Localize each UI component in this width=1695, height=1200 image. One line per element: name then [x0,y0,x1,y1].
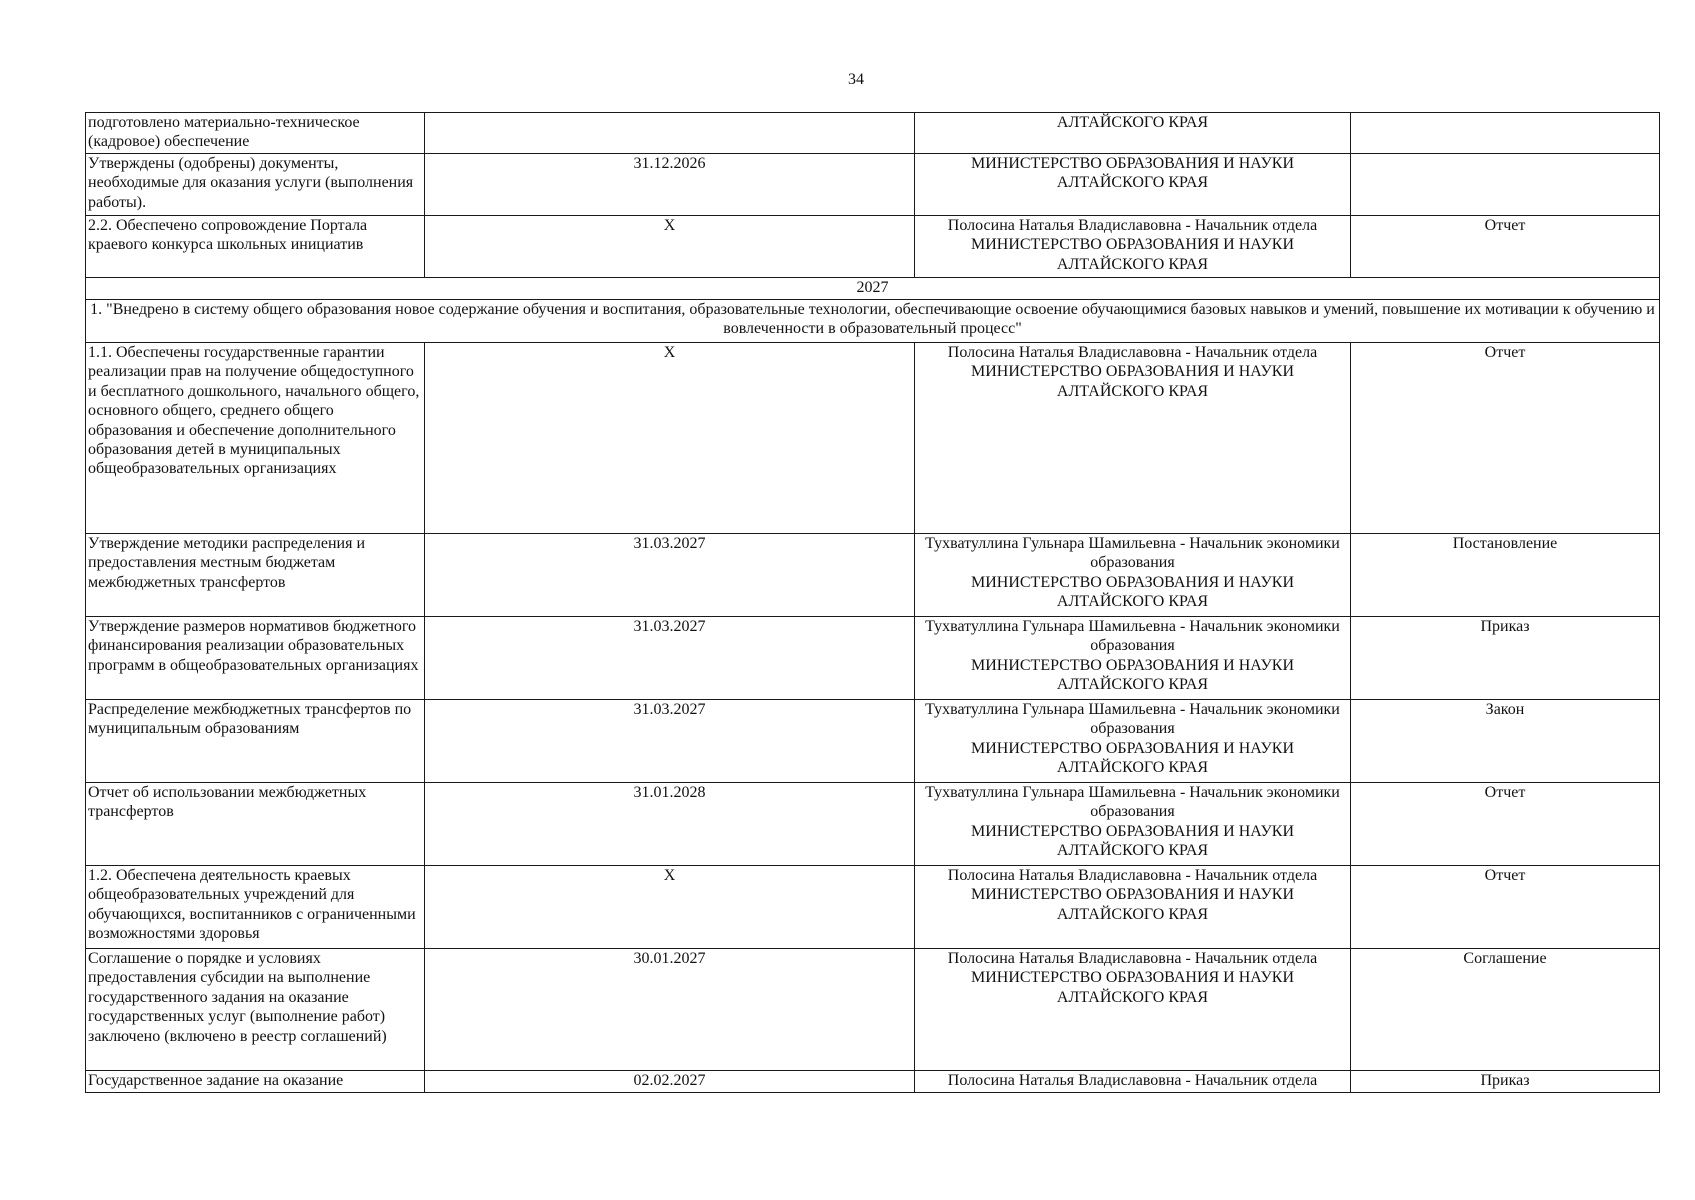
responsible-ministry: АЛТАЙСКОГО КРАЯ [1056,114,1209,131]
responsible-ministry: МИНИСТЕРСТВО ОБРАЗОВАНИЯ И НАУКИ АЛТАЙСКОГО КРАЯ [970,155,1294,192]
deadline-cell: 31.01.2028 [425,783,915,866]
deadline-cell: X [425,343,915,534]
responsible-cell [915,113,1351,154]
activity-cell: Утверждение методики распределения и предоставления местным бюджетам межбюджетных трансфертов [86,534,425,617]
activity-cell: 2.2. Обеспечено сопровождение Портала краевого конкурса школьных инициатив [86,216,425,278]
responsible-cell [915,949,1351,1071]
table-rows-before [86,113,1660,278]
deadline-cell: 31.12.2026 [425,154,915,216]
table-row [86,113,1660,154]
table-row [86,343,1660,534]
responsible-cell [915,1071,1351,1093]
document-type-cell: Закон [1351,700,1660,783]
activity-cell: Распределение межбюджетных трансфертов по муниципальным образованиям [86,700,425,783]
document-type-cell: Постановление [1351,534,1660,617]
responsible-ministry: МИНИСТЕРСТВО ОБРАЗОВАНИЯ И НАУКИ АЛТАЙСКОГО КРАЯ [970,886,1294,923]
year-group [86,278,1660,343]
responsible-person: Тухватуллина Гульнара Шамильевна - Начальник экономики образования [925,535,1340,572]
activity-cell: Соглашение о порядке и условиях предоставления субсидии на выполнение государственного задания на оказание государственных услуг (выполнение работ) заключено (включено в реестр соглашений) [86,949,425,1071]
document-type-cell: Отчет [1351,783,1660,866]
activity-cell: Утверждены (одобрены) документы, необходимые для оказания услуги (выполнения работы). [86,154,425,216]
document-type-cell: Отчет [1351,216,1660,278]
table-row [86,866,1660,949]
year-row [86,278,1660,300]
activity-cell: Отчет об использовании межбюджетных трансфертов [86,783,425,866]
document-type-cell [1351,113,1660,154]
responsible-person: Полосина Наталья Владиславовна - Начальник отдела [947,867,1318,884]
table-row [86,534,1660,617]
responsible-person: Тухватуллина Гульнара Шамильевна - Начальник экономики образования [925,618,1340,655]
activity-cell: Государственное задание на оказание [86,1071,425,1093]
responsible-person: Полосина Наталья Владиславовна - Начальник отдела [947,950,1318,967]
responsible-cell [915,700,1351,783]
responsible-person: Полосина Наталья Владиславовна - Начальник отдела [947,217,1318,234]
responsible-ministry: МИНИСТЕРСТВО ОБРАЗОВАНИЯ И НАУКИ АЛТАЙСКОГО КРАЯ [970,573,1294,611]
deadline-cell [425,113,915,154]
deadline-cell: X [425,866,915,949]
responsible-cell [915,866,1351,949]
deadline-cell: X [425,216,915,278]
table-row [86,1071,1660,1093]
table-rows-after [86,343,1660,1093]
responsible-ministry: МИНИСТЕРСТВО ОБРАЗОВАНИЯ И НАУКИ АЛТАЙСКОГО КРАЯ [970,656,1294,694]
activity-cell: подготовлено материально-техническое (кадровое) обеспечение [86,113,425,154]
page-number: 34 [848,71,864,88]
responsible-cell [915,783,1351,866]
responsible-cell [915,216,1351,278]
table-row [86,949,1660,1071]
responsible-person: Тухватуллина Гульнара Шамильевна - Начальник экономики образования [925,701,1340,738]
document-type-cell: Соглашение [1351,949,1660,1071]
table-row [86,617,1660,700]
document-type-cell: Отчет [1351,343,1660,534]
responsible-cell [915,343,1351,534]
deadline-cell: 02.02.2027 [425,1071,915,1093]
plan-table [85,112,1660,1093]
responsible-cell [915,617,1351,700]
responsible-ministry: Полосина Наталья Владиславовна - Начальник отдела [947,1072,1318,1089]
activity-cell: 1.2. Обеспечена деятельность краевых общеобразовательных учреждений для обучающихся, воспитанников с ограниченными возможностями здоровья [86,866,425,949]
deadline-cell: 30.01.2027 [425,949,915,1071]
activity-cell: 1.1. Обеспечены государственные гарантии реализации прав на получение общедоступного и бесплатного дошкольного, начального общего, основного общего, среднего общего образования и обеспечение дополнительного образования детей в муниципальных общеобразовательных организациях [86,343,425,534]
responsible-cell [915,534,1351,617]
responsible-ministry: МИНИСТЕРСТВО ОБРАЗОВАНИЯ И НАУКИ АЛТАЙСКОГО КРАЯ [970,363,1294,400]
table-row [86,700,1660,783]
year-cell: 2027 [86,278,1660,300]
responsible-person: Полосина Наталья Владиславовна - Начальник отдела [947,344,1318,361]
section-row [86,300,1660,343]
table-row [86,154,1660,216]
responsible-person: Тухватуллина Гульнара Шамильевна - Начальник экономики образования [925,784,1340,821]
document-type-cell: Отчет [1351,866,1660,949]
document-type-cell: Приказ [1351,1071,1660,1093]
table-row [86,216,1660,278]
responsible-ministry: МИНИСТЕРСТВО ОБРАЗОВАНИЯ И НАУКИ АЛТАЙСКОГО КРАЯ [970,739,1294,777]
document-type-cell: Приказ [1351,617,1660,700]
deadline-cell: 31.03.2027 [425,700,915,783]
table-row [86,783,1660,866]
responsible-ministry: МИНИСТЕРСТВО ОБРАЗОВАНИЯ И НАУКИ АЛТАЙСКОГО КРАЯ [970,236,1294,273]
responsible-cell [915,154,1351,216]
document-type-cell [1351,154,1660,216]
responsible-ministry: МИНИСТЕРСТВО ОБРАЗОВАНИЯ И НАУКИ АЛТАЙСКОГО КРАЯ [970,969,1294,1006]
deadline-cell: 31.03.2027 [425,617,915,700]
activity-cell: Утверждение размеров нормативов бюджетного финансирования реализации образовательных программ в общеобразовательных организациях [86,617,425,700]
responsible-ministry: МИНИСТЕРСТВО ОБРАЗОВАНИЯ И НАУКИ АЛТАЙСКОГО КРАЯ [970,822,1294,860]
section-heading: 1. "Внедрено в систему общего образования новое содержание обучения и воспитания, образовательные технологии, обеспечивающие освоение обучающимися базовых навыков и умений, повышение их мотивации к обучению и вовлеченности в образовательный процесс" [86,300,1660,343]
deadline-cell: 31.03.2027 [425,534,915,617]
